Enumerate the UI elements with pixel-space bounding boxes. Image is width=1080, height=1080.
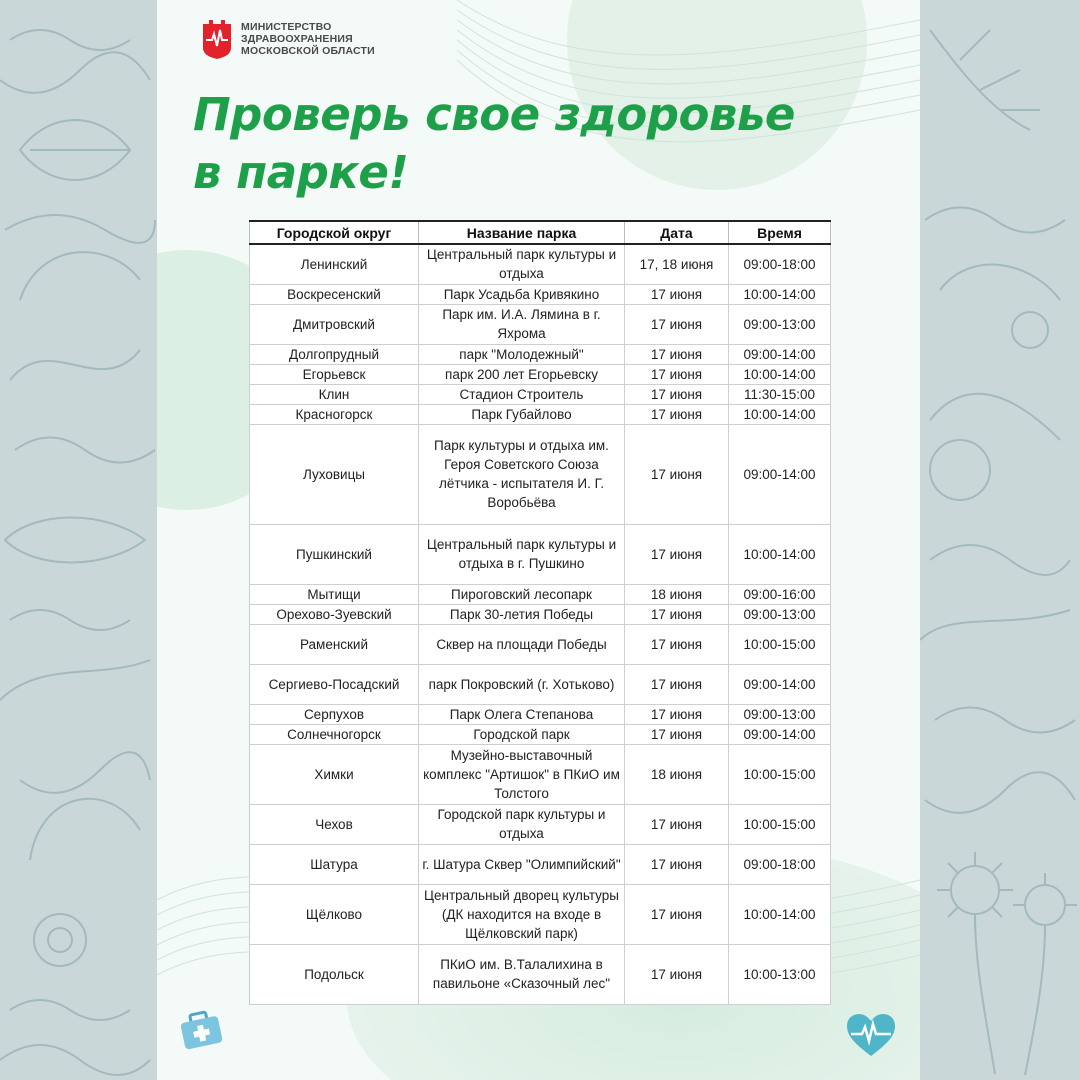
cell-park: Центральный дворец культуры (ДК находится на входе в Щёлковский парк) (419, 884, 625, 944)
cell-date: 17 июня (625, 424, 729, 524)
schedule-table (249, 220, 831, 1005)
header-date: Дата (625, 221, 729, 244)
cell-date: 17 июня (625, 524, 729, 584)
cell-date: 17 июня (625, 364, 729, 384)
cell-time: 09:00-14:00 (729, 724, 831, 744)
cell-district: Клин (250, 384, 419, 404)
cell-date: 17 июня (625, 944, 729, 1004)
cell-time: 10:00-14:00 (729, 884, 831, 944)
table-row (250, 724, 831, 744)
cell-date: 17 июня (625, 884, 729, 944)
right-decorative-panel (920, 0, 1080, 1080)
cell-park: парк "Молодежный" (419, 344, 625, 364)
table-row (250, 944, 831, 1004)
cell-park: парк Покровский (г. Хотьково) (419, 664, 625, 704)
cell-date: 17 июня (625, 604, 729, 624)
table-row (250, 604, 831, 624)
cell-date: 17, 18 июня (625, 244, 729, 284)
cell-district: Воскресенский (250, 284, 419, 304)
cell-date: 17 июня (625, 844, 729, 884)
cell-time: 09:00-13:00 (729, 704, 831, 724)
logo-line-2: ЗДРАВООХРАНЕНИЯ (241, 33, 353, 45)
cell-time: 09:00-14:00 (729, 344, 831, 364)
table-row (250, 284, 831, 304)
cell-district: Щёлково (250, 884, 419, 944)
header-park: Название парка (419, 221, 625, 244)
cell-time: 09:00-13:00 (729, 304, 831, 344)
title-line-2: в парке! (193, 146, 409, 199)
cell-time: 10:00-14:00 (729, 284, 831, 304)
table-row (250, 584, 831, 604)
cell-date: 17 июня (625, 804, 729, 844)
cell-date: 17 июня (625, 624, 729, 664)
cell-park: Центральный парк культуры и отдыха в г. Пушкино (419, 524, 625, 584)
cell-park: Городской парк культуры и отдыха (419, 804, 625, 844)
cell-park: Стадион Строитель (419, 384, 625, 404)
cell-date: 17 июня (625, 284, 729, 304)
cell-park: Парк культуры и отдыха им. Героя Советского Союза лётчика - испытателя И. Г. Воробьёва (419, 424, 625, 524)
cell-time: 11:30-15:00 (729, 384, 831, 404)
logo-text (241, 21, 375, 57)
table-row (250, 344, 831, 364)
cell-time: 09:00-14:00 (729, 664, 831, 704)
cell-district: Луховицы (250, 424, 419, 524)
cell-district: Сергиево-Посадский (250, 664, 419, 704)
cell-park: ПКиО им. В.Талалихина в павильоне «Сказочный лес" (419, 944, 625, 1004)
header-time: Время (729, 221, 831, 244)
ministry-logo (201, 18, 375, 60)
table-row (250, 524, 831, 584)
cell-date: 17 июня (625, 664, 729, 704)
table-row (250, 704, 831, 724)
cell-time: 10:00-15:00 (729, 804, 831, 844)
botanical-pattern-right (920, 0, 1080, 1080)
cell-park: г. Шатура Сквер "Олимпийский" (419, 844, 625, 884)
cell-district: Солнечногорск (250, 724, 419, 744)
page-title (193, 86, 795, 202)
table-body (250, 244, 831, 1004)
cell-district: Дмитровский (250, 304, 419, 344)
cell-date: 17 июня (625, 344, 729, 364)
cell-park: Пироговский лесопарк (419, 584, 625, 604)
cell-district: Долгопрудный (250, 344, 419, 364)
table-row (250, 624, 831, 664)
cell-time: 10:00-13:00 (729, 944, 831, 1004)
cell-park: Парк Олега Степанова (419, 704, 625, 724)
cell-district: Шатура (250, 844, 419, 884)
cell-time: 10:00-15:00 (729, 624, 831, 664)
table-row (250, 884, 831, 944)
cell-date: 18 июня (625, 744, 729, 804)
header-district: Городской округ (250, 221, 419, 244)
table-header-row (250, 221, 831, 244)
cell-district: Егорьевск (250, 364, 419, 384)
table-row (250, 244, 831, 284)
table-row (250, 804, 831, 844)
table-row (250, 404, 831, 424)
cell-date: 17 июня (625, 704, 729, 724)
cell-time: 10:00-14:00 (729, 524, 831, 584)
cell-date: 18 июня (625, 584, 729, 604)
table-row (250, 744, 831, 804)
cell-district: Химки (250, 744, 419, 804)
botanical-pattern-left (0, 0, 157, 1080)
cell-district: Серпухов (250, 704, 419, 724)
logo-emblem-icon (201, 18, 233, 60)
cell-time: 10:00-15:00 (729, 744, 831, 804)
cell-district: Ленинский (250, 244, 419, 284)
cell-date: 17 июня (625, 404, 729, 424)
table-row (250, 384, 831, 404)
cell-time: 09:00-18:00 (729, 844, 831, 884)
cell-time: 09:00-16:00 (729, 584, 831, 604)
cell-district: Раменский (250, 624, 419, 664)
cell-district: Пушкинский (250, 524, 419, 584)
cell-date: 17 июня (625, 724, 729, 744)
cell-park: Музейно-выставочный комплекс "Артишок" в ПКиО им Толстого (419, 744, 625, 804)
title-line-1: Проверь свое здоровье (193, 88, 795, 141)
table-row (250, 424, 831, 524)
cell-district: Чехов (250, 804, 419, 844)
poster-card (157, 0, 920, 1080)
cell-time: 09:00-14:00 (729, 424, 831, 524)
cell-park: Парк 30-летия Победы (419, 604, 625, 624)
cell-date: 17 июня (625, 384, 729, 404)
table-row (250, 844, 831, 884)
cell-date: 17 июня (625, 304, 729, 344)
cell-district: Орехово-Зуевский (250, 604, 419, 624)
cell-park: Сквер на площади Победы (419, 624, 625, 664)
cell-park: Парк Усадьба Кривякино (419, 284, 625, 304)
cell-time: 10:00-14:00 (729, 404, 831, 424)
cell-park: Парк Губайлово (419, 404, 625, 424)
cell-time: 10:00-14:00 (729, 364, 831, 384)
cell-time: 09:00-13:00 (729, 604, 831, 624)
table-row (250, 664, 831, 704)
table-row (250, 304, 831, 344)
cell-district: Мытищи (250, 584, 419, 604)
left-decorative-panel (0, 0, 157, 1080)
cell-district: Красногорск (250, 404, 419, 424)
logo-line-3: МОСКОВСКОЙ ОБЛАСТИ (241, 45, 375, 57)
cell-park: Центральный парк культуры и отдыха (419, 244, 625, 284)
cell-park: Городской парк (419, 724, 625, 744)
logo-line-1: МИНИСТЕРСТВО (241, 21, 332, 33)
cell-district: Подольск (250, 944, 419, 1004)
cell-time: 09:00-18:00 (729, 244, 831, 284)
first-aid-kit-icon (179, 1010, 225, 1050)
cell-park: парк 200 лет Егорьевску (419, 364, 625, 384)
cell-park: Парк им. И.А. Лямина в г. Яхрома (419, 304, 625, 344)
table-row (250, 364, 831, 384)
heart-pulse-icon (845, 1012, 897, 1058)
